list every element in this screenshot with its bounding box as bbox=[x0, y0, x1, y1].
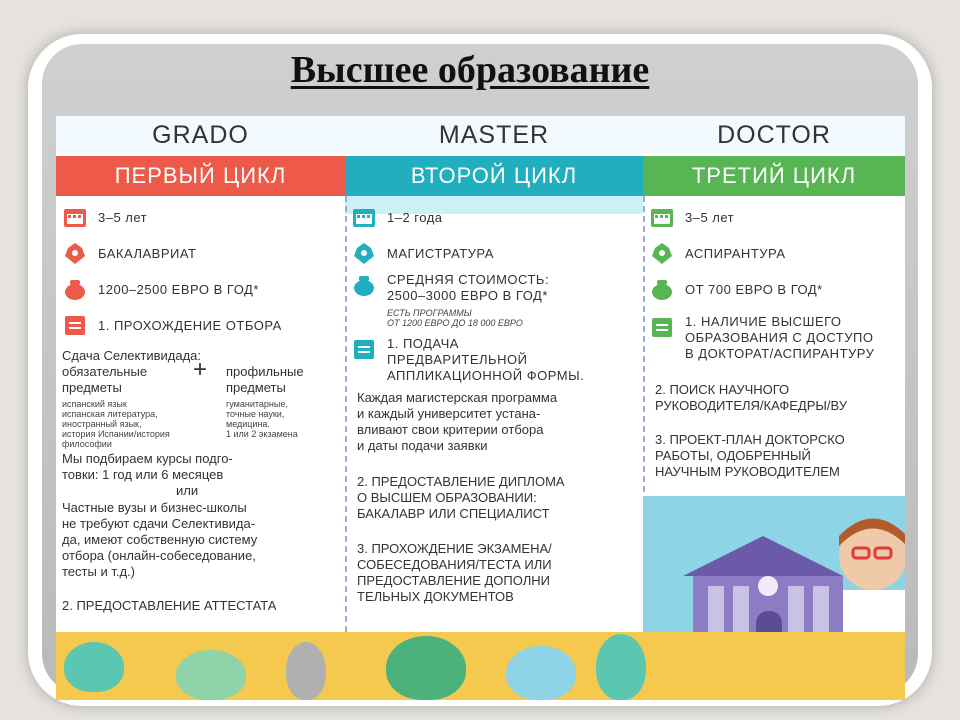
duration-row bbox=[62, 204, 147, 230]
profile-list: гуманитарные, точные науки, медицина. 1 или 2 экзамена bbox=[226, 399, 298, 439]
tree-icon bbox=[176, 650, 246, 700]
degree-row bbox=[649, 240, 786, 266]
landscape-illustration bbox=[56, 632, 905, 700]
step2-text: 2. ПОИСК НАУЧНОГО РУКОВОДИТЕЛЯ/КАФЕДРЫ/ВУ bbox=[655, 382, 847, 413]
degree-row bbox=[351, 240, 494, 266]
column-master bbox=[345, 196, 643, 632]
emblem-icon bbox=[649, 240, 675, 266]
tree-icon bbox=[596, 634, 646, 700]
degree-text: АСПИРАНТУРА bbox=[685, 245, 786, 261]
step2-text: 2. ПРЕДОСТАВЛЕНИЕ АТТЕСТАТА bbox=[62, 598, 277, 613]
tree-icon bbox=[64, 642, 124, 692]
page-title: Высшее образование bbox=[290, 49, 650, 91]
or-text: или bbox=[176, 483, 199, 498]
band-third-cycle: ТРЕТИЙ ЦИКЛ bbox=[643, 156, 905, 196]
cost-note: ЕСТЬ ПРОГРАММЫ ОТ 1200 ЕВРО ДО 18 000 ЕВРО bbox=[387, 308, 523, 328]
money-bag-icon bbox=[649, 276, 675, 302]
step1-text: 1. НАЛИЧИЕ ВЫСШЕГО ОБРАЗОВАНИЯ С ДОСТУПО В ДОКТОРАТ/АСПИРАНТУРУ bbox=[685, 314, 875, 361]
step3-text: 3. ПРОЕКТ-ПЛАН ДОКТОРСКО РАБОТЫ, ОДОБРЕННЫЙ НАУЧНЫМ РУКОВОДИТЕЛЕМ bbox=[655, 432, 845, 479]
document-icon bbox=[351, 336, 377, 362]
duration-row bbox=[351, 204, 443, 230]
duration-text: 1–2 года bbox=[387, 209, 443, 225]
step1-description: Каждая магистерская программа и каждый университет устана- вливают свои критерии отбора и даты подачи заявки bbox=[357, 390, 558, 453]
emblem-icon bbox=[62, 240, 88, 266]
plus-sign: + bbox=[193, 356, 208, 383]
private-schools-text: Частные вузы и бизнес-школы не требуют сдачи Селективида- да, имеют собственную систему отбора (онлайн-собеседование, тесты и т.д.) bbox=[62, 500, 258, 579]
selectividad-title: Сдача Селективидада: bbox=[62, 348, 201, 363]
step1-text: 1. ПРОХОЖДЕНИЕ ОТБОРА bbox=[98, 317, 282, 333]
column-grado bbox=[56, 196, 345, 632]
document-icon bbox=[62, 312, 88, 338]
profile-title: профильные предметы bbox=[226, 364, 304, 395]
mandatory-list: испанский язык испанская литература, иностранный язык, история Испании/история философии bbox=[62, 399, 170, 449]
calendar-icon bbox=[351, 204, 377, 230]
cost-row bbox=[62, 276, 259, 302]
duration-row bbox=[649, 204, 734, 230]
duration-text: 3–5 лет bbox=[98, 209, 148, 225]
step1-row bbox=[62, 312, 282, 338]
cost-row bbox=[351, 272, 549, 304]
infographic bbox=[56, 116, 905, 700]
cost-text: 1200–2500 ЕВРО В ГОД* bbox=[98, 281, 259, 297]
degree-row bbox=[62, 240, 196, 266]
cost-text: СРЕДНЯЯ СТОИМОСТЬ: 2500–3000 ЕВРО В ГОД* bbox=[387, 272, 550, 303]
money-bag-icon bbox=[62, 276, 88, 302]
step2-text: 2. ПРЕДОСТАВЛЕНИЕ ДИПЛОМА О ВЫСШЕМ ОБРАЗОВАНИИ: БАКАЛАВР ИЛИ СПЕЦИАЛИСТ bbox=[357, 474, 565, 521]
step1-row bbox=[351, 336, 584, 384]
step3-text: 3. ПРОХОЖДЕНИЕ ЭКЗАМЕНА/ СОБЕСЕДОВАНИЯ/ТЕСТА ИЛИ ПРЕДОСТАВЛЕНИЕ ДОПОЛНИ ТЕЛЬНЫХ ДОКУМЕНТОВ bbox=[357, 541, 552, 604]
tree-icon bbox=[506, 646, 576, 700]
calendar-icon bbox=[62, 204, 88, 230]
column-header-master: MASTER bbox=[345, 116, 643, 154]
cost-text: ОТ 700 ЕВРО В ГОД* bbox=[685, 281, 823, 297]
prep-courses-text: Мы подбираем курсы подго- товки: 1 год или 6 месяцев bbox=[62, 451, 233, 482]
calendar-icon bbox=[649, 204, 675, 230]
duration-text: 3–5 лет bbox=[685, 209, 735, 225]
tree-icon bbox=[386, 636, 466, 700]
column-header-grado: GRADO bbox=[56, 116, 345, 154]
column-header-doctor: DOCTOR bbox=[643, 116, 905, 154]
degree-text: БАКАЛАВРИАТ bbox=[98, 245, 197, 261]
money-bag-icon bbox=[351, 272, 377, 298]
step1-row bbox=[649, 314, 874, 362]
band-first-cycle: ПЕРВЫЙ ЦИКЛ bbox=[56, 156, 345, 196]
cost-row bbox=[649, 276, 823, 302]
column-doctor bbox=[643, 196, 905, 632]
document-icon bbox=[649, 314, 675, 340]
mandatory-title: обязательные предметы bbox=[62, 364, 148, 395]
mountain-icon bbox=[286, 642, 326, 700]
band-second-cycle: ВТОРОЙ ЦИКЛ bbox=[345, 156, 643, 196]
degree-text: МАГИСТРАТУРА bbox=[387, 245, 494, 261]
step1-text: 1. ПОДАЧА ПРЕДВАРИТЕЛЬНОЙ АППЛИКАЦИОННОЙ ФОРМЫ. bbox=[387, 336, 585, 383]
emblem-icon bbox=[351, 240, 377, 266]
